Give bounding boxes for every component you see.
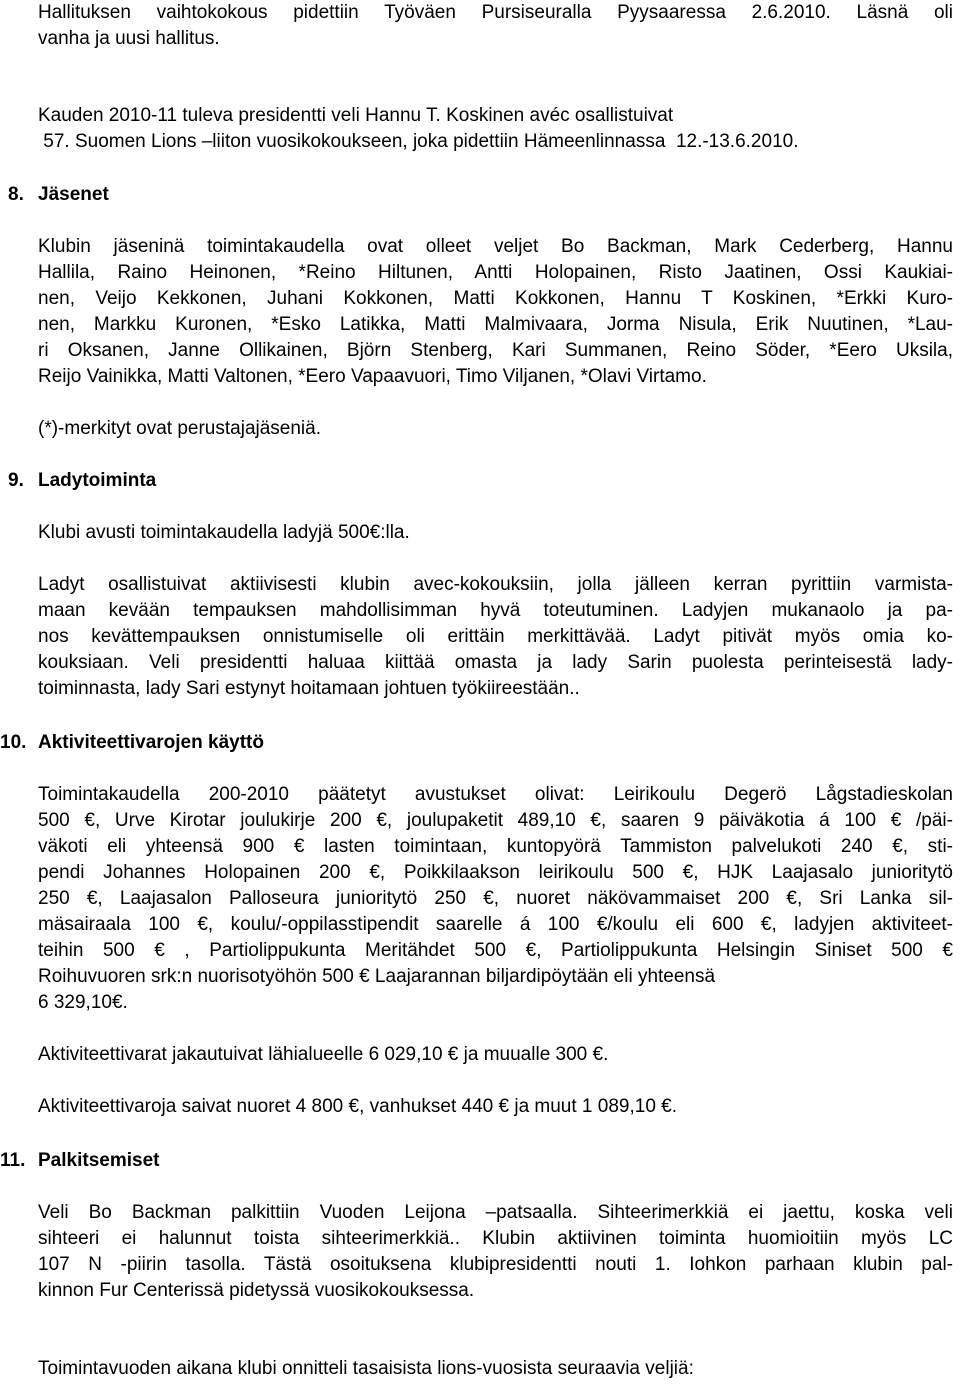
section-10-line: Toimintakaudella 200-2010 päätetyt avustukset olivat: Leirikoulu Degerö Lågstadieskolan (38, 784, 953, 805)
section-9-line: nos kevättempauksen onnistumiselle oli erittäin merkittävää. Ladyt pitivät myös omia ko- (38, 626, 953, 647)
section-10-line: teihin 500 € , Partiolippukunta Meritähdet 500 €, Partiolippukunta Helsingin Siniset 500 € (38, 940, 953, 961)
section-11-number: 11. (0, 1150, 26, 1171)
section-9-number: 9. (8, 470, 24, 491)
section-9-title: Ladytoiminta (38, 470, 157, 491)
section-10-line: 500 €, Urve Kirotar joulukirje 200 €, joulupaketit 489,10 €, saaren 9 päiväkotia á 100 € /päi- (38, 810, 953, 831)
intro-line-2: vanha ja uusi hallitus. (38, 28, 220, 49)
intro-line-3: Kauden 2010-11 tuleva presidentti veli Hannu T. Koskinen avéc osallistuivat (38, 105, 674, 126)
section-11-title: Palkitsemiset (38, 1150, 160, 1171)
section-11-line: sihteeri ei halunnut toista sihteerimerkkiä.. Klubin aktiivinen toiminta huomioitiin myös LC (38, 1228, 953, 1249)
section-8-line: nen, Markku Kuronen, *Esko Latikka, Matti Malmivaara, Jorma Nisula, Erik Nuutinen, *Lau- (38, 314, 953, 335)
intro-line-1: Hallituksen vaihtokokous pidettiin Työväen Pursiseuralla Pyysaaressa 2.6.2010. Läsnä oli (38, 2, 953, 23)
section-9-line: toiminnasta, lady Sari estynyt hoitamaan johtuen työkiireestään.. (38, 678, 580, 699)
section-10-line: pendi Johannes Holopainen 200 €, Poikkilaakson leirikoulu 500 €, HJK Laajasalo junioritytö (38, 862, 953, 883)
section-11-closing: Toimintavuoden aikana klubi onnitteli tasaisista lions-vuosista seuraavia veljiä: (38, 1358, 694, 1379)
section-10-title: Aktiviteettivarojen käyttö (38, 732, 264, 753)
section-8-note: (*)-merkityt ovat perustajajäseniä. (38, 418, 321, 439)
section-8-line: Hallila, Raino Heinonen, *Reino Hiltunen, Antti Holopainen, Risto Jaatinen, Ossi Kaukiai- (38, 262, 953, 283)
section-10-line: 250 €, Laajasalon Palloseura junioritytö 250 €, nuoret näkövammaiset 200 €, Sri Lanka sil- (38, 888, 953, 909)
section-9-line: kouksiaan. Veli presidentti haluaa kiittää omasta ja lady Sarin puolesta perinteisestä lady- (38, 652, 953, 673)
section-8-number: 8. (8, 184, 24, 205)
section-10-line: väkoti eli yhteensä 900 € lasten toimintaan, kuntopyörä Tammiston palvelukoti 240 €, sti- (38, 836, 953, 857)
section-10-line: 6 329,10€. (38, 992, 128, 1013)
intro-line-4: 57. Suomen Lions –liiton vuosikokoukseen, joka pidettiin Hämeenlinnassa 12.-13.6.2010. (38, 131, 799, 152)
section-10-number: 10. (0, 732, 27, 753)
section-10-line: Roihuvuoren srk:n nuorisotyöhön 500 € Laajarannan biljardipöytään eli yhteensä (38, 966, 716, 987)
section-10-line: mäsairaala 100 €, koulu/-oppilasstipendit saarelle á 100 €/koulu eli 600 €, ladyjen aktiviteet- (38, 914, 953, 935)
section-8-line: ri Oksanen, Janne Ollikainen, Björn Stenberg, Kari Summanen, Reino Söder, *Eero Uksila, (38, 340, 953, 361)
section-10-paragraph-2: Aktiviteettivarat jakautuivat lähialueelle 6 029,10 € ja muualle 300 €. (38, 1044, 609, 1065)
section-9-paragraph-1: Klubi avusti toimintakaudella ladyjä 500€:lla. (38, 522, 410, 543)
section-11-line: kinnon Fur Centerissä pidetyssä vuosikokouksessa. (38, 1280, 475, 1301)
section-8-line: nen, Veijo Kekkonen, Juhani Kokkonen, Matti Kokkonen, Hannu T Koskinen, *Erkki Kuro- (38, 288, 953, 309)
section-9-line: maan kevään tempauksen mahdollisimman hyvä toteutuminen. Ladyjen mukanaolo ja pa- (38, 600, 953, 621)
section-8-title: Jäsenet (38, 184, 109, 205)
section-9-line: Ladyt osallistuivat aktiivisesti klubin avec-kokouksiin, jolla jälleen kerran pyrittiin varmista- (38, 574, 953, 595)
section-11-line: 107 N -piirin tasolla. Tästä osoituksena klubipresidentti nouti 1. Iohkon parhaan klubin pal- (38, 1254, 953, 1275)
section-10-paragraph-3: Aktiviteettivaroja saivat nuoret 4 800 €, vanhukset 440 € ja muut 1 089,10 €. (38, 1096, 678, 1117)
section-8-line: Klubin jäseninä toimintakaudella ovat olleet veljet Bo Backman, Mark Cederberg, Hannu (38, 236, 953, 257)
section-8-line: Reijo Vainikka, Matti Valtonen, *Eero Vapaavuori, Timo Viljanen, *Olavi Virtamo. (38, 366, 707, 387)
section-11-line: Veli Bo Backman palkittiin Vuoden Leijona –patsaalla. Sihteerimerkkiä ei jaettu, koska veli (38, 1202, 953, 1223)
